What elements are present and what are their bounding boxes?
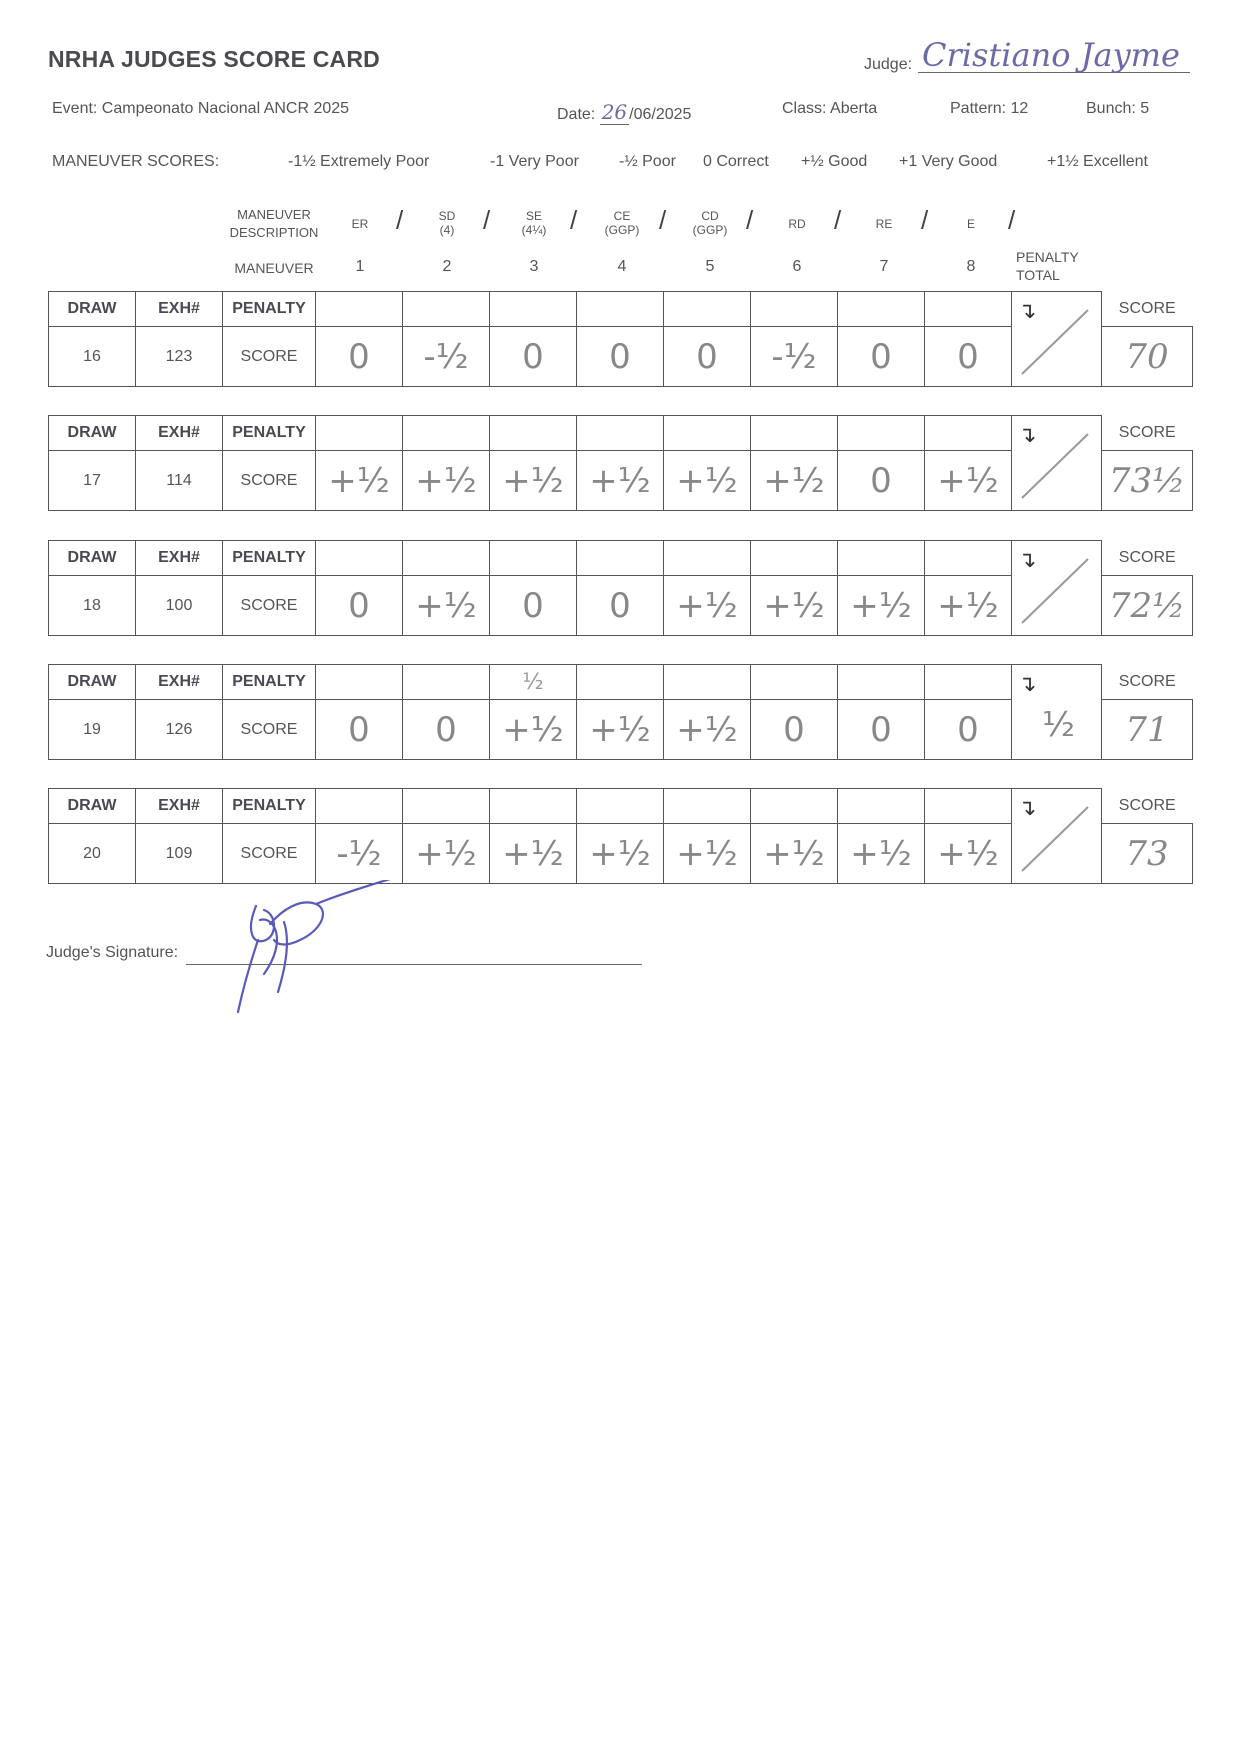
maneuver-description-label: MANEUVER DESCRIPTION (229, 207, 319, 240)
legend-item: 0 Correct (703, 153, 769, 170)
maneuver-score: +½ (328, 460, 390, 501)
maneuver-score: -½ (423, 336, 469, 377)
exhibitor-number: 123 (136, 327, 223, 387)
penalty-total-cell (1012, 789, 1102, 884)
arrow-down-icon: ↴ (1018, 795, 1037, 820)
draw-label: DRAW (49, 541, 136, 576)
penalty-cell[interactable] (925, 416, 1012, 451)
maneuver-score-cell[interactable] (316, 327, 403, 387)
maneuver-score-cell[interactable] (577, 451, 664, 511)
exhibitor-number: 114 (136, 451, 223, 511)
maneuver-score-cell[interactable] (490, 824, 577, 884)
penalty-cell[interactable] (403, 416, 490, 451)
maneuver-score: 0 (783, 709, 805, 750)
draw-label: DRAW (49, 292, 136, 327)
penalty-cell[interactable] (751, 292, 838, 327)
penalty-cell[interactable] (838, 416, 925, 451)
score-header: SCORE (1102, 665, 1193, 700)
maneuver-number: 8 (966, 258, 976, 275)
score-header: SCORE (1102, 541, 1193, 576)
maneuver-score-cell[interactable] (838, 700, 925, 760)
total-score: 72½ (1108, 585, 1186, 626)
maneuver-score-cell[interactable] (664, 576, 751, 636)
penalty-cell[interactable] (403, 292, 490, 327)
judge-signature (230, 880, 440, 1020)
bunch-field: Bunch: 5 (1086, 100, 1150, 117)
legend-item: +1½ Excellent (1047, 153, 1148, 170)
penalty-cell[interactable] (925, 665, 1012, 700)
penalty-cell[interactable] (664, 541, 751, 576)
maneuver-score: -½ (336, 833, 382, 874)
draw-number: 17 (49, 451, 136, 511)
penalty-cell[interactable] (664, 789, 751, 824)
exhibitor-number: 100 (136, 576, 223, 636)
maneuver-score-cell[interactable] (403, 824, 490, 884)
draw-label: DRAW (49, 416, 136, 451)
card-title: NRHA JUDGES SCORE CARD (48, 46, 380, 72)
maneuver-score: 0 (609, 336, 631, 377)
maneuver-code: SD (4) (438, 209, 456, 237)
arrow-down-icon: ↴ (1018, 422, 1037, 447)
maneuver-code: RE (875, 217, 893, 231)
maneuver-score-cell[interactable] (925, 576, 1012, 636)
maneuver-score-cell[interactable] (925, 700, 1012, 760)
maneuver-number: 5 (705, 258, 715, 275)
score-card-entry (48, 291, 1193, 387)
maneuver-score-cell[interactable] (316, 700, 403, 760)
maneuver-score-cell[interactable] (751, 327, 838, 387)
penalty-slash-mark (1012, 789, 1098, 881)
maneuver-separator: / (659, 205, 667, 235)
penalty-cell[interactable] (925, 541, 1012, 576)
maneuver-score: +½ (502, 833, 564, 874)
maneuver-score: 0 (957, 709, 979, 750)
penalty-cell[interactable] (316, 292, 403, 327)
maneuver-score-cell[interactable] (577, 327, 664, 387)
maneuver-score: +½ (850, 833, 912, 874)
exh-label: EXH# (136, 789, 223, 824)
maneuver-score: -½ (771, 336, 817, 377)
penalty-label: PENALTY (223, 789, 316, 824)
arrow-down-icon: ↴ (1018, 298, 1037, 323)
maneuver-score: 0 (696, 336, 718, 377)
penalty-cell[interactable] (403, 541, 490, 576)
total-score: 73½ (1108, 460, 1186, 501)
maneuver-number: 1 (355, 258, 365, 275)
draw-number: 19 (49, 700, 136, 760)
penalty-label: PENALTY (223, 541, 316, 576)
penalty-label: PENALTY (223, 416, 316, 451)
total-score: 70 (1125, 336, 1169, 377)
maneuver-score-cell[interactable] (838, 327, 925, 387)
maneuver-score: 0 (348, 585, 370, 626)
judge-label: Judge: (864, 56, 913, 73)
draw-label: DRAW (49, 665, 136, 700)
maneuver-number: 3 (529, 258, 539, 275)
pattern-field: Pattern: 12 (950, 100, 1029, 117)
total-score-cell[interactable] (1102, 576, 1193, 636)
maneuver-score-cell[interactable] (577, 700, 664, 760)
maneuver-number: 6 (792, 258, 802, 275)
maneuver-score: +½ (850, 585, 912, 626)
maneuver-score-cell[interactable] (490, 700, 577, 760)
maneuver-score: +½ (937, 585, 999, 626)
draw-number: 20 (49, 824, 136, 884)
maneuver-separator: / (483, 205, 491, 235)
maneuver-separator: / (570, 205, 578, 235)
maneuver-score: 0 (522, 585, 544, 626)
maneuver-separator: / (1008, 205, 1016, 235)
score-label: SCORE (223, 576, 316, 636)
score-label: SCORE (223, 327, 316, 387)
maneuver-score-cell[interactable] (403, 576, 490, 636)
date-day: 26 (601, 100, 628, 124)
maneuver-score: +½ (763, 833, 825, 874)
maneuver-number: 4 (617, 258, 627, 275)
arrow-down-icon: ↴ (1018, 671, 1037, 696)
maneuver-score-cell[interactable] (490, 576, 577, 636)
exhibitor-number: 109 (136, 824, 223, 884)
exhibitor-number: 126 (136, 700, 223, 760)
maneuver-score: +½ (415, 585, 477, 626)
penalty-cell[interactable] (316, 789, 403, 824)
maneuver-score-cell[interactable] (925, 327, 1012, 387)
total-score-cell[interactable] (1102, 327, 1193, 387)
penalty-value: ½ (522, 669, 544, 695)
maneuver-score-cell[interactable] (577, 824, 664, 884)
maneuver-score-cell[interactable] (403, 327, 490, 387)
penalty-cell[interactable] (751, 789, 838, 824)
maneuver-score: 0 (870, 709, 892, 750)
date-rest: /06/2025 (629, 106, 692, 123)
penalty-cell[interactable] (838, 789, 925, 824)
maneuver-score: +½ (676, 460, 738, 501)
draw-label: DRAW (49, 789, 136, 824)
penalty-cell[interactable] (316, 541, 403, 576)
maneuver-separator: / (834, 205, 842, 235)
maneuver-score: +½ (763, 585, 825, 626)
exh-label: EXH# (136, 292, 223, 327)
penalty-label: PENALTY (223, 292, 316, 327)
maneuver-score: +½ (937, 460, 999, 501)
penalty-cell[interactable] (664, 292, 751, 327)
penalty-cell[interactable] (838, 541, 925, 576)
score-card-entry (48, 788, 1193, 884)
maneuver-score: +½ (502, 709, 564, 750)
maneuver-score-cell[interactable] (838, 576, 925, 636)
arrow-down-icon: ↴ (1018, 547, 1037, 572)
maneuver-score: +½ (589, 709, 651, 750)
score-card-entry (48, 415, 1193, 511)
class-field: Class: Aberta (782, 100, 878, 117)
maneuver-separator: / (921, 205, 929, 235)
maneuver-score: +½ (589, 460, 651, 501)
maneuver-code: RD (788, 217, 806, 231)
penalty-cell[interactable] (838, 292, 925, 327)
maneuver-score-cell[interactable] (664, 327, 751, 387)
maneuver-score: 0 (609, 585, 631, 626)
maneuver-score-cell[interactable] (403, 451, 490, 511)
exh-label: EXH# (136, 665, 223, 700)
penalty-cell[interactable] (751, 416, 838, 451)
maneuver-score-cell[interactable] (490, 327, 577, 387)
maneuver-code: CE (GGP) (604, 209, 640, 237)
score-header: SCORE (1102, 789, 1193, 824)
penalty-cell[interactable] (751, 665, 838, 700)
date-field (557, 100, 691, 124)
maneuver-score-cell[interactable] (751, 576, 838, 636)
maneuver-score-cell[interactable] (316, 824, 403, 884)
score-label: SCORE (223, 700, 316, 760)
total-score: 71 (1125, 709, 1169, 750)
maneuver-score-cell[interactable] (403, 700, 490, 760)
maneuver-score: +½ (415, 460, 477, 501)
penalty-total-cell (1012, 665, 1102, 760)
penalty-cell[interactable] (577, 541, 664, 576)
maneuver-score: +½ (415, 833, 477, 874)
total-score: 73 (1125, 833, 1169, 874)
penalty-cell[interactable] (664, 665, 751, 700)
penalty-label: PENALTY (223, 665, 316, 700)
maneuver-score-cell[interactable] (664, 451, 751, 511)
maneuver-score-cell[interactable] (316, 576, 403, 636)
maneuver-score-cell[interactable] (664, 824, 751, 884)
penalty-slash-mark (1012, 541, 1098, 633)
penalty-slash-mark (1012, 416, 1098, 508)
date-label: Date: (557, 106, 596, 123)
penalty-cell[interactable] (490, 292, 577, 327)
maneuver-score-cell[interactable] (925, 451, 1012, 511)
maneuver-score: +½ (676, 833, 738, 874)
maneuver-score: +½ (676, 585, 738, 626)
draw-number: 18 (49, 576, 136, 636)
maneuver-score: +½ (763, 460, 825, 501)
maneuver-separator: / (746, 205, 754, 235)
maneuver-score-cell[interactable] (577, 576, 664, 636)
maneuver-score: 0 (435, 709, 457, 750)
maneuver-score: +½ (937, 833, 999, 874)
maneuver-score-cell[interactable] (751, 451, 838, 511)
maneuver-score-cell[interactable] (925, 824, 1012, 884)
maneuver-score: 0 (522, 336, 544, 377)
legend-item: -1 Very Poor (490, 153, 579, 170)
penalty-cell[interactable] (403, 665, 490, 700)
maneuver-code: CD (GGP) (692, 209, 728, 237)
penalty-total-label: PENALTY TOTAL (1016, 249, 1079, 283)
penalty-cell[interactable] (664, 416, 751, 451)
maneuver-score-cell[interactable] (490, 451, 577, 511)
penalty-cell[interactable] (316, 416, 403, 451)
penalty-cell[interactable] (577, 416, 664, 451)
penalty-cell[interactable] (316, 665, 403, 700)
maneuver-score: 0 (348, 336, 370, 377)
total-score-cell[interactable] (1102, 451, 1193, 511)
maneuver-score: +½ (502, 460, 564, 501)
maneuver-code: ER (351, 217, 369, 231)
penalty-cell[interactable] (490, 665, 577, 700)
exh-label: EXH# (136, 416, 223, 451)
penalty-cell[interactable] (577, 789, 664, 824)
maneuver-score-cell[interactable] (838, 824, 925, 884)
legend-item: -½ Poor (619, 153, 676, 170)
score-card-entry (48, 540, 1193, 636)
exh-label: EXH# (136, 541, 223, 576)
penalty-total-cell (1012, 416, 1102, 511)
score-header: SCORE (1102, 292, 1193, 327)
maneuver-number: 2 (442, 258, 452, 275)
maneuver-number-label: MANEUVER (234, 260, 314, 276)
maneuver-score: 0 (348, 709, 370, 750)
judge-name: Cristiano Jayme (922, 36, 1180, 74)
signature-label: Judge's Signature: (46, 944, 179, 961)
total-score-cell[interactable] (1102, 824, 1193, 884)
penalty-total-value: ½ (1042, 705, 1075, 745)
legend-item: +1 Very Good (899, 153, 998, 170)
legend-item: +½ Good (801, 153, 868, 170)
draw-number: 16 (49, 327, 136, 387)
penalty-cell[interactable] (490, 416, 577, 451)
maneuver-score-cell[interactable] (838, 451, 925, 511)
maneuver-score-cell[interactable] (751, 700, 838, 760)
maneuver-code: SE (4¼) (521, 209, 547, 237)
score-label: SCORE (223, 824, 316, 884)
maneuver-separator: / (396, 205, 404, 235)
maneuver-score: 0 (870, 460, 892, 501)
maneuver-number: 7 (879, 258, 889, 275)
penalty-slash-mark (1012, 292, 1098, 384)
penalty-total-cell (1012, 541, 1102, 636)
penalty-total-cell (1012, 292, 1102, 387)
score-card-entry (48, 664, 1193, 760)
penalty-cell[interactable] (925, 789, 1012, 824)
maneuver-score-cell[interactable] (316, 451, 403, 511)
penalty-cell[interactable] (577, 665, 664, 700)
maneuver-score: 0 (870, 336, 892, 377)
penalty-cell[interactable] (490, 541, 577, 576)
legend-label: MANEUVER SCORES: (52, 153, 220, 170)
score-header: SCORE (1102, 416, 1193, 451)
total-score-cell[interactable] (1102, 700, 1193, 760)
penalty-cell[interactable] (838, 665, 925, 700)
maneuver-score: 0 (957, 336, 979, 377)
penalty-cell[interactable] (751, 541, 838, 576)
maneuver-score-cell[interactable] (751, 824, 838, 884)
maneuver-score: +½ (589, 833, 651, 874)
maneuver-code: E (966, 217, 975, 231)
score-label: SCORE (223, 451, 316, 511)
penalty-cell[interactable] (490, 789, 577, 824)
maneuver-score-cell[interactable] (664, 700, 751, 760)
penalty-cell[interactable] (577, 292, 664, 327)
penalty-cell[interactable] (925, 292, 1012, 327)
event-name: Event: Campeonato Nacional ANCR 2025 (52, 100, 350, 117)
maneuver-score: +½ (676, 709, 738, 750)
legend-item: -1½ Extremely Poor (288, 153, 430, 170)
penalty-cell[interactable] (403, 789, 490, 824)
